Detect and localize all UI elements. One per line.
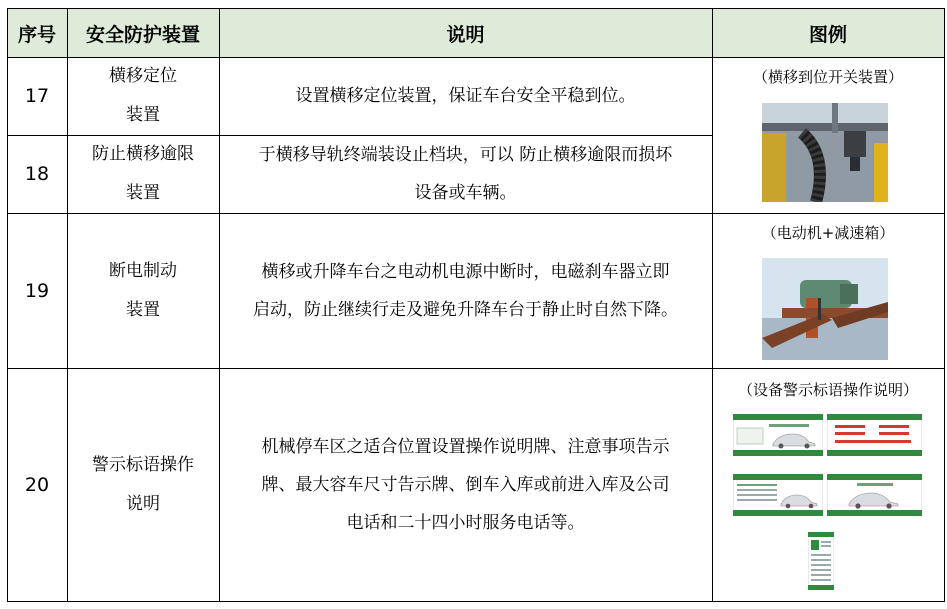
row-19-bottom-line: [7, 368, 944, 369]
row-19-description: 横移或升降车台之电动机电源中断时，电磁刹车器立即 启动，防止继续行走及避免升降车台于静止时自然下降。: [253, 261, 678, 320]
motor-gearbox-illustration: [762, 258, 888, 360]
sign-board-notice-1: [827, 414, 922, 456]
table-border-bottom: [7, 601, 944, 602]
example-caption-warning-signs: （设备警示标语操作说明）: [737, 381, 918, 399]
limit-switch-illustration: [762, 103, 888, 202]
col-divider-1: [67, 8, 68, 602]
example-caption-limit-switch: （横移到位开关装置）: [752, 68, 903, 86]
table-border-left: [7, 8, 8, 602]
motor-gearbox-photo: [762, 258, 888, 360]
row-20-description: 机械停车区之适合位置设置操作说明牌、注意事项告示 牌、最大容车尺寸告示牌、倒车入库或前进入库及公司 电话和二十四小时服务电话等。: [261, 436, 670, 533]
header-device: 安全防护装置: [67, 9, 219, 57]
col-divider-3: [712, 8, 713, 602]
row-19-device-name: 断电制动 装置: [109, 260, 177, 320]
col-divider-2: [219, 8, 220, 602]
table-border-right: [944, 8, 945, 602]
row-17-device-name: 横移定位 装置: [109, 66, 177, 125]
row-18-description: 于横移导轨终端装设止档块，可以 防止横移逾限而损坏 设备或车辆。: [258, 145, 673, 203]
row-19-number: 19: [24, 279, 50, 302]
row-17-description: 设置横移定位装置，保证车台安全平稳到位。: [295, 86, 636, 106]
header-bottom-line: [7, 57, 944, 58]
row-18-number: 18: [24, 163, 50, 185]
row-17-bottom-line: [7, 135, 712, 136]
sign-board-operation-2: [733, 474, 823, 516]
sign-board-size-limit: [827, 474, 922, 516]
row-20-device-name: 警示标语操作 说明: [92, 454, 194, 514]
row-18-device-name: 防止横移逾限 装置: [92, 144, 194, 203]
row-20-number: 20: [24, 473, 50, 496]
example-caption-motor: （电动机+减速箱）: [761, 224, 895, 242]
header-description: 说明: [219, 9, 712, 57]
limit-switch-photo: [762, 103, 888, 202]
row-17-number: 17: [24, 85, 50, 107]
header-example: 图例: [712, 9, 944, 57]
sign-board-operation-1: [733, 414, 823, 456]
row-18-bottom-line: [7, 213, 944, 214]
table-border-top: [7, 8, 944, 9]
sign-board-portrait: [808, 532, 834, 590]
header-no: 序号: [7, 9, 67, 57]
